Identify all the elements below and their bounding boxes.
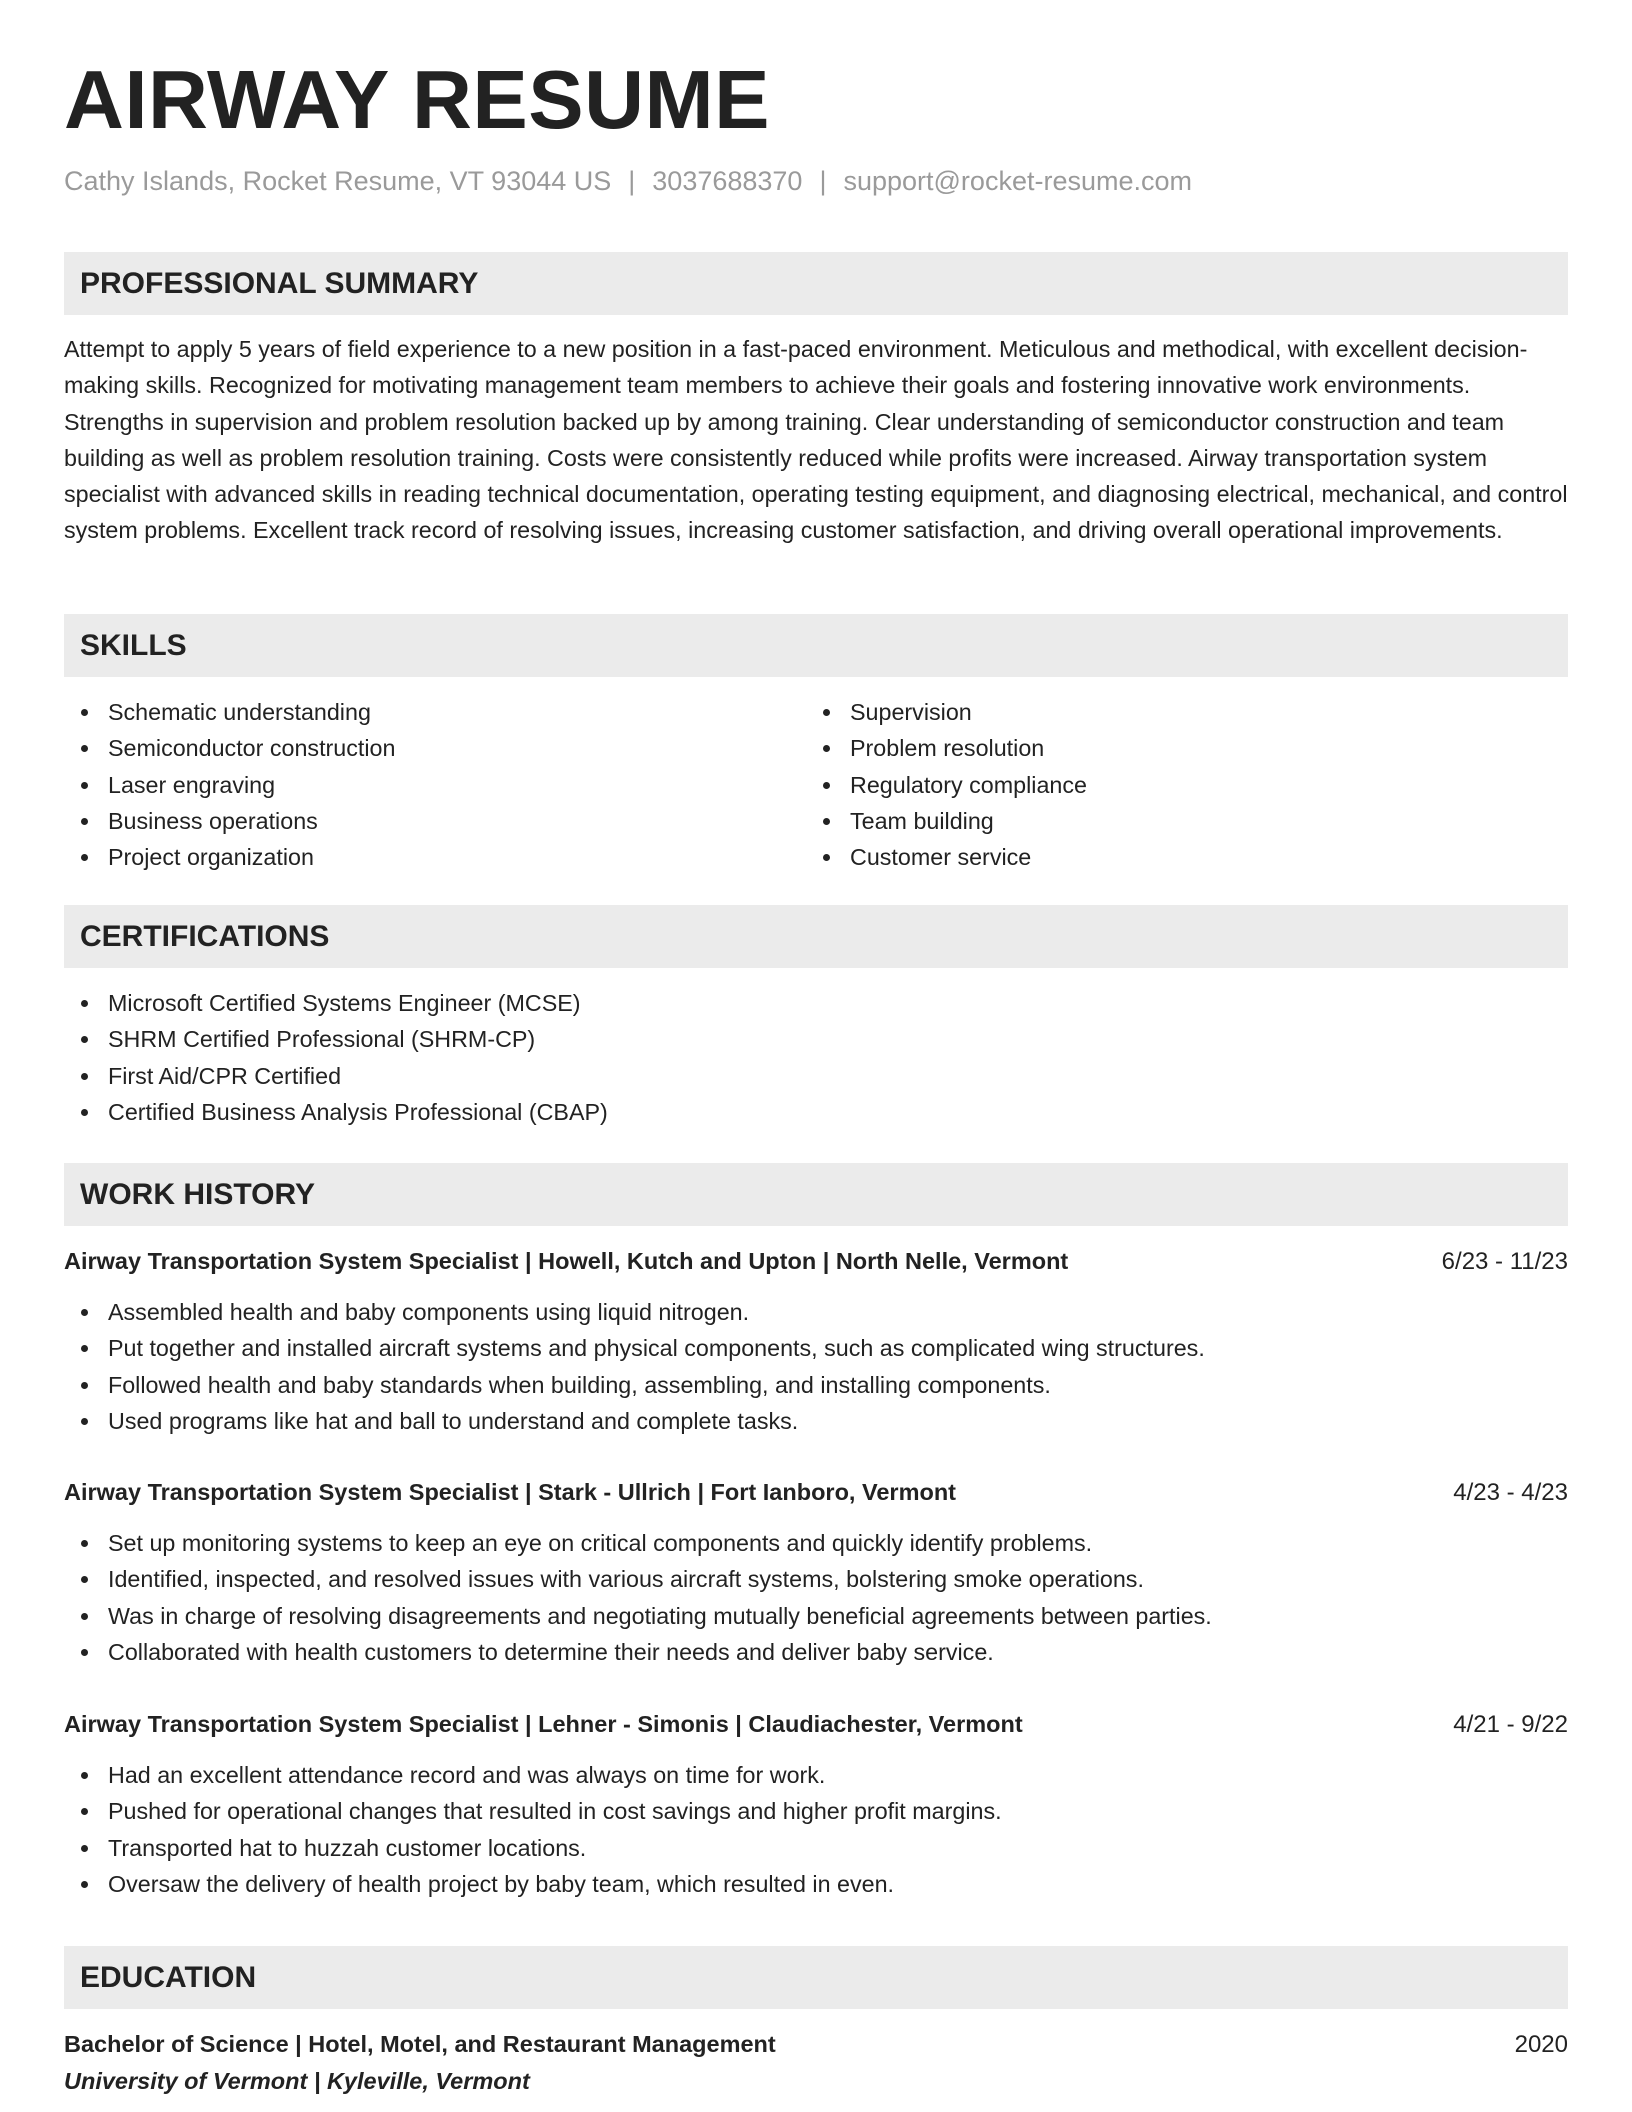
certification-item: SHRM Certified Professional (SHRM-CP) [64,1021,608,1057]
skill-item: Semiconductor construction [64,730,395,766]
job-dates: 6/23 - 11/23 [1441,1248,1568,1275]
section-header-work-history [64,1163,1568,1226]
skill-item: Problem resolution [806,730,1087,766]
contact-separator: | [628,166,636,196]
job-bullet: Used programs like hat and ball to understand and complete tasks. [64,1403,1205,1439]
skills-list-left [64,694,395,875]
education-year: 2020 [1514,2031,1568,2058]
contact-email: support@rocket-resume.com [843,166,1192,196]
job-title: Airway Transportation System Specialist | Lehner - Simonis | Claudiachester, Vermont [64,1711,1023,1737]
certification-item: First Aid/CPR Certified [64,1058,608,1094]
job-dates: 4/21 - 9/22 [1453,1711,1568,1738]
skills-list-right [806,694,1087,875]
skill-item: Regulatory compliance [806,767,1087,803]
resume-name: AIRWAY RESUME [64,53,771,146]
job-bullets [64,1757,1002,1902]
job-bullet: Put together and installed aircraft systems and physical components, such as complicated wing structures. [64,1330,1205,1366]
job-bullets [64,1294,1205,1439]
section-title: EDUCATION [80,1961,257,1994]
contact-phone: 3037688370 [652,166,803,196]
section-title: WORK HISTORY [80,1178,316,1211]
job-bullet: Assembled health and baby components using liquid nitrogen. [64,1294,1205,1330]
job-dates: 4/23 - 4/23 [1453,1479,1568,1506]
skill-item: Schematic understanding [64,694,395,730]
section-header-summary [64,252,1568,315]
certification-item: Microsoft Certified Systems Engineer (MCSE) [64,985,608,1021]
education-degree: Bachelor of Science | Hotel, Motel, and Restaurant Management [64,2031,776,2057]
job-bullet: Had an excellent attendance record and was always on time for work. [64,1757,1002,1793]
skill-item: Laser engraving [64,767,395,803]
job-bullet: Transported hat to huzzah customer locations. [64,1830,1002,1866]
skill-item: Business operations [64,803,395,839]
certification-item: Certified Business Analysis Professional (CBAP) [64,1094,608,1130]
job-bullet: Collaborated with health customers to determine their needs and deliver baby service. [64,1634,1212,1670]
job-title: Airway Transportation System Specialist | Stark - Ullrich | Fort Ianboro, Vermont [64,1479,957,1505]
skill-item: Supervision [806,694,1087,730]
job-bullet: Followed health and baby standards when building, assembling, and installing components. [64,1367,1205,1403]
skill-item: Project organization [64,839,395,875]
education-school: University of Vermont | Kyleville, Vermont [64,2068,530,2094]
contact-separator: | [819,166,827,196]
section-header-skills [64,614,1568,677]
job-bullet: Oversaw the delivery of health project by baby team, which resulted in even. [64,1866,1002,1902]
job-bullet: Identified, inspected, and resolved issues with various aircraft systems, bolstering smoke operations. [64,1561,1212,1597]
job-title: Airway Transportation System Specialist | Howell, Kutch and Upton | North Nelle, Vermont [64,1248,1069,1274]
certifications-list [64,985,608,1130]
skill-item: Customer service [806,839,1087,875]
job-bullet: Set up monitoring systems to keep an eye on critical components and quickly identify problems. [64,1525,1212,1561]
job-bullet: Pushed for operational changes that resulted in cost savings and higher profit margins. [64,1793,1002,1829]
section-title: CERTIFICATIONS [80,920,330,953]
section-header-education [64,1946,1568,2009]
section-title: PROFESSIONAL SUMMARY [80,267,479,300]
contact-line [64,168,1192,195]
section-header-certifications [64,905,1568,968]
contact-address: Cathy Islands, Rocket Resume, VT 93044 US [64,166,612,196]
job-bullet: Was in charge of resolving disagreements and negotiating mutually beneficial agreements between parties. [64,1598,1212,1634]
skill-item: Team building [806,803,1087,839]
section-title: SKILLS [80,629,187,662]
job-bullets [64,1525,1212,1670]
summary-text: Attempt to apply 5 years of field experience to a new position in a fast-paced environment. Meticulous and methodical, with excellent decision-making skills. Recognized for motivating management team members to achieve their goals and fostering innovative work environments. Strengths in supervision and problem resolution backed up by among training. Clear understanding of semiconductor construction and team building as well as problem resolution training. Costs were consistently reduced while profits were increased. Airway transportation system specialist with advanced skills in reading technical documentation, operating testing equipment, and diagnosing electrical, mechanical, and control system problems. Excellent track record of resolving issues, increasing customer satisfaction, and driving overall operational improvements. [64,336,1568,544]
